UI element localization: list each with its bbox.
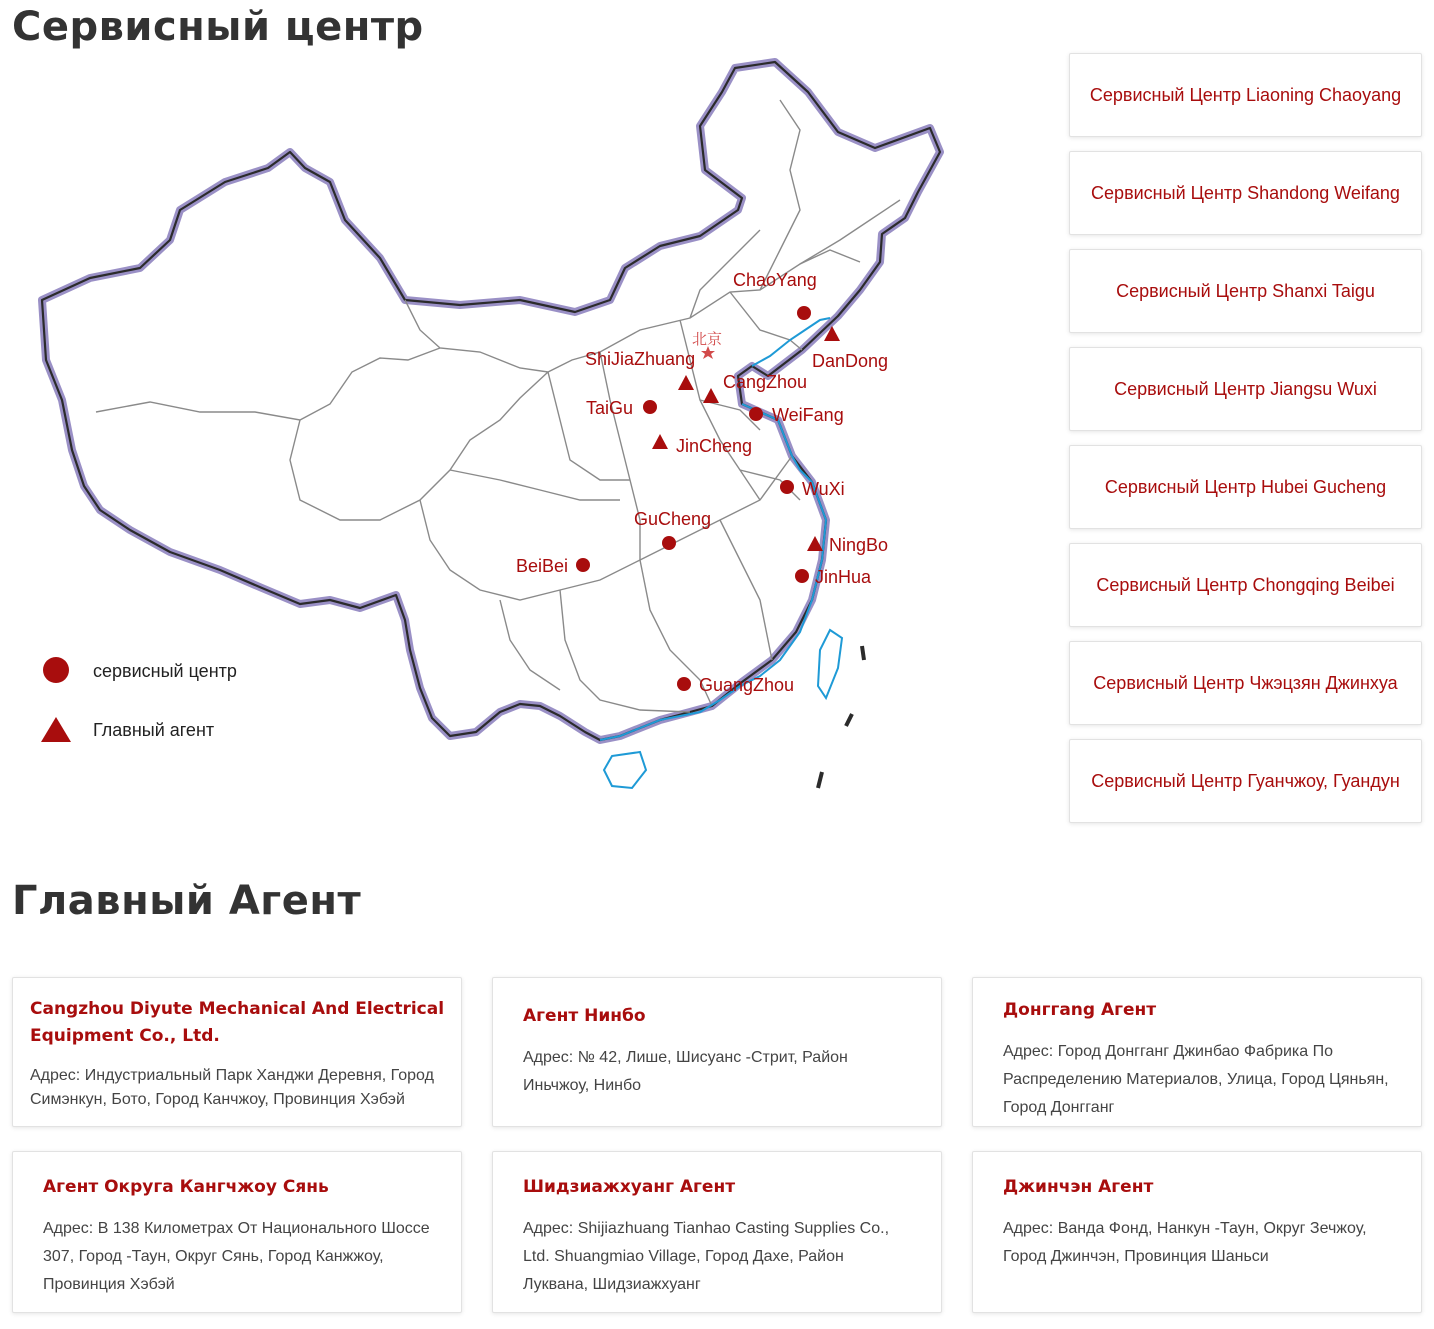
city-label-weifang: WeiFang <box>772 405 844 425</box>
city-label-cangzhou: CangZhou <box>723 372 808 392</box>
beijing-label: 北京 <box>692 330 723 348</box>
china-map <box>0 55 1060 835</box>
main-agent-legend-icon <box>41 717 71 742</box>
city-label-shijiazhuang: ShiJiaZhuang <box>585 349 696 369</box>
agent-name[interactable]: Донггang Агент <box>1003 1000 1157 1020</box>
service-center-chongqing-beibei[interactable]: Сервисный Центр Chongqing Beibei <box>1069 543 1422 627</box>
service-center-marker-chaoyang[interactable] <box>797 306 811 320</box>
service-center-liaoning-chaoyang[interactable]: Сервисный Центр Liaoning Chaoyang <box>1069 53 1422 137</box>
agent-name[interactable]: Cangzhou Diyute Mechanical And Electrical Equipment Co., Ltd. <box>30 999 445 1046</box>
city-label-ningbo: NingBo <box>829 535 889 555</box>
city-label-beibei: BeiBei <box>516 556 569 576</box>
service-center-legend-icon <box>43 657 69 683</box>
legend-service-center: сервисный центр <box>93 661 237 681</box>
service-center-title: Сервисный центр <box>12 4 424 50</box>
service-center-marker-jinhua[interactable] <box>795 569 809 583</box>
service-center-jiangsu-wuxi[interactable]: Сервисный Центр Jiangsu Wuxi <box>1069 347 1422 431</box>
service-center-marker-weifang[interactable] <box>749 407 763 421</box>
agent-card[interactable] <box>12 1151 462 1313</box>
city-label-jinhua: JinHua <box>815 567 872 587</box>
city-label-guangzhou: GuangZhou <box>699 675 795 695</box>
service-center-list <box>1069 53 1422 837</box>
agent-name[interactable]: Шидзиажхуанг Агент <box>523 1177 736 1197</box>
service-center-marker-beibei[interactable] <box>576 558 590 572</box>
city-label-gucheng: GuCheng <box>634 509 712 529</box>
city-label-dandong: DanDong <box>812 351 889 371</box>
legend-main-agent: Главный агент <box>93 720 215 740</box>
agent-card[interactable] <box>972 1151 1422 1313</box>
map-legend <box>41 657 237 742</box>
service-center-zhejiang-jinhua[interactable]: Сервисный Центр Чжэцзян Джинхуа <box>1069 641 1422 725</box>
agent-name[interactable]: Агент Нинбо <box>523 1006 646 1026</box>
agent-card[interactable] <box>12 977 462 1127</box>
agent-address: Адрес: Ванда Фонд, Нанкун -Таун, Округ Зечжоу, Город Джинчэн, Провинция Шаньси <box>1003 1220 1367 1265</box>
city-label-taigu: TaiGu <box>586 398 634 418</box>
service-center-marker-guangzhou[interactable] <box>677 677 691 691</box>
service-center-hubei-gucheng[interactable]: Сервисный Центр Hubei Gucheng <box>1069 445 1422 529</box>
agent-address: Адрес: Shijiazhuang Tianhao Casting Supplies Co., Ltd. Shuangmiao Village, Город Дахе, Район Луквана, Шидзиажхуанг <box>523 1220 890 1293</box>
main-agent-title: Главный Агент <box>12 878 362 924</box>
agent-address: Адрес: В 138 Километрах От Национального Шоссе 307, Город -Таун, Округ Сянь, Город Канжжоу, Провинция Хэбэй <box>43 1220 430 1293</box>
agent-card[interactable] <box>492 977 942 1127</box>
agent-name[interactable]: Агент Округа Кангчжоу Сянь <box>43 1177 329 1197</box>
city-label-jincheng: JinCheng <box>676 436 753 456</box>
service-center-marker-taigu[interactable] <box>643 400 657 414</box>
service-center-shanxi-taigu[interactable]: Сервисный Центр Shanxi Taigu <box>1069 249 1422 333</box>
agent-address: Адрес: Индустриальный Парк Ханджи Деревня, Город Симэнкун, Бото, Город Канчжоу, Провинция Хэбэй <box>30 1067 434 1108</box>
country-border-halo <box>42 62 940 740</box>
sea-boundary-marks <box>818 646 864 788</box>
service-center-guangzhou[interactable]: Сервисный Центр Гуанчжоу, Гуандун <box>1069 739 1422 823</box>
city-label-chaoyang: ChaoYang <box>733 270 817 290</box>
agent-card[interactable] <box>972 977 1422 1127</box>
service-center-shandong-weifang[interactable]: Сервисный Центр Shandong Weifang <box>1069 151 1422 235</box>
service-center-marker-gucheng[interactable] <box>662 536 676 550</box>
agent-card[interactable] <box>492 1151 942 1313</box>
agent-address: Адрес: № 42, Лише, Шисуанс -Стрит, Район Иньчжоу, Нинбо <box>523 1049 848 1094</box>
service-center-marker-wuxi[interactable] <box>780 480 794 494</box>
agent-name[interactable]: Джинчэн Агент <box>1003 1177 1154 1197</box>
city-label-wuxi: WuXi <box>802 479 845 499</box>
agent-address: Адрес: Город Донгганг Джинбао Фабрика По Распределению Материалов, Улица, Город Цяньян, Город Донгганг <box>1003 1043 1389 1116</box>
